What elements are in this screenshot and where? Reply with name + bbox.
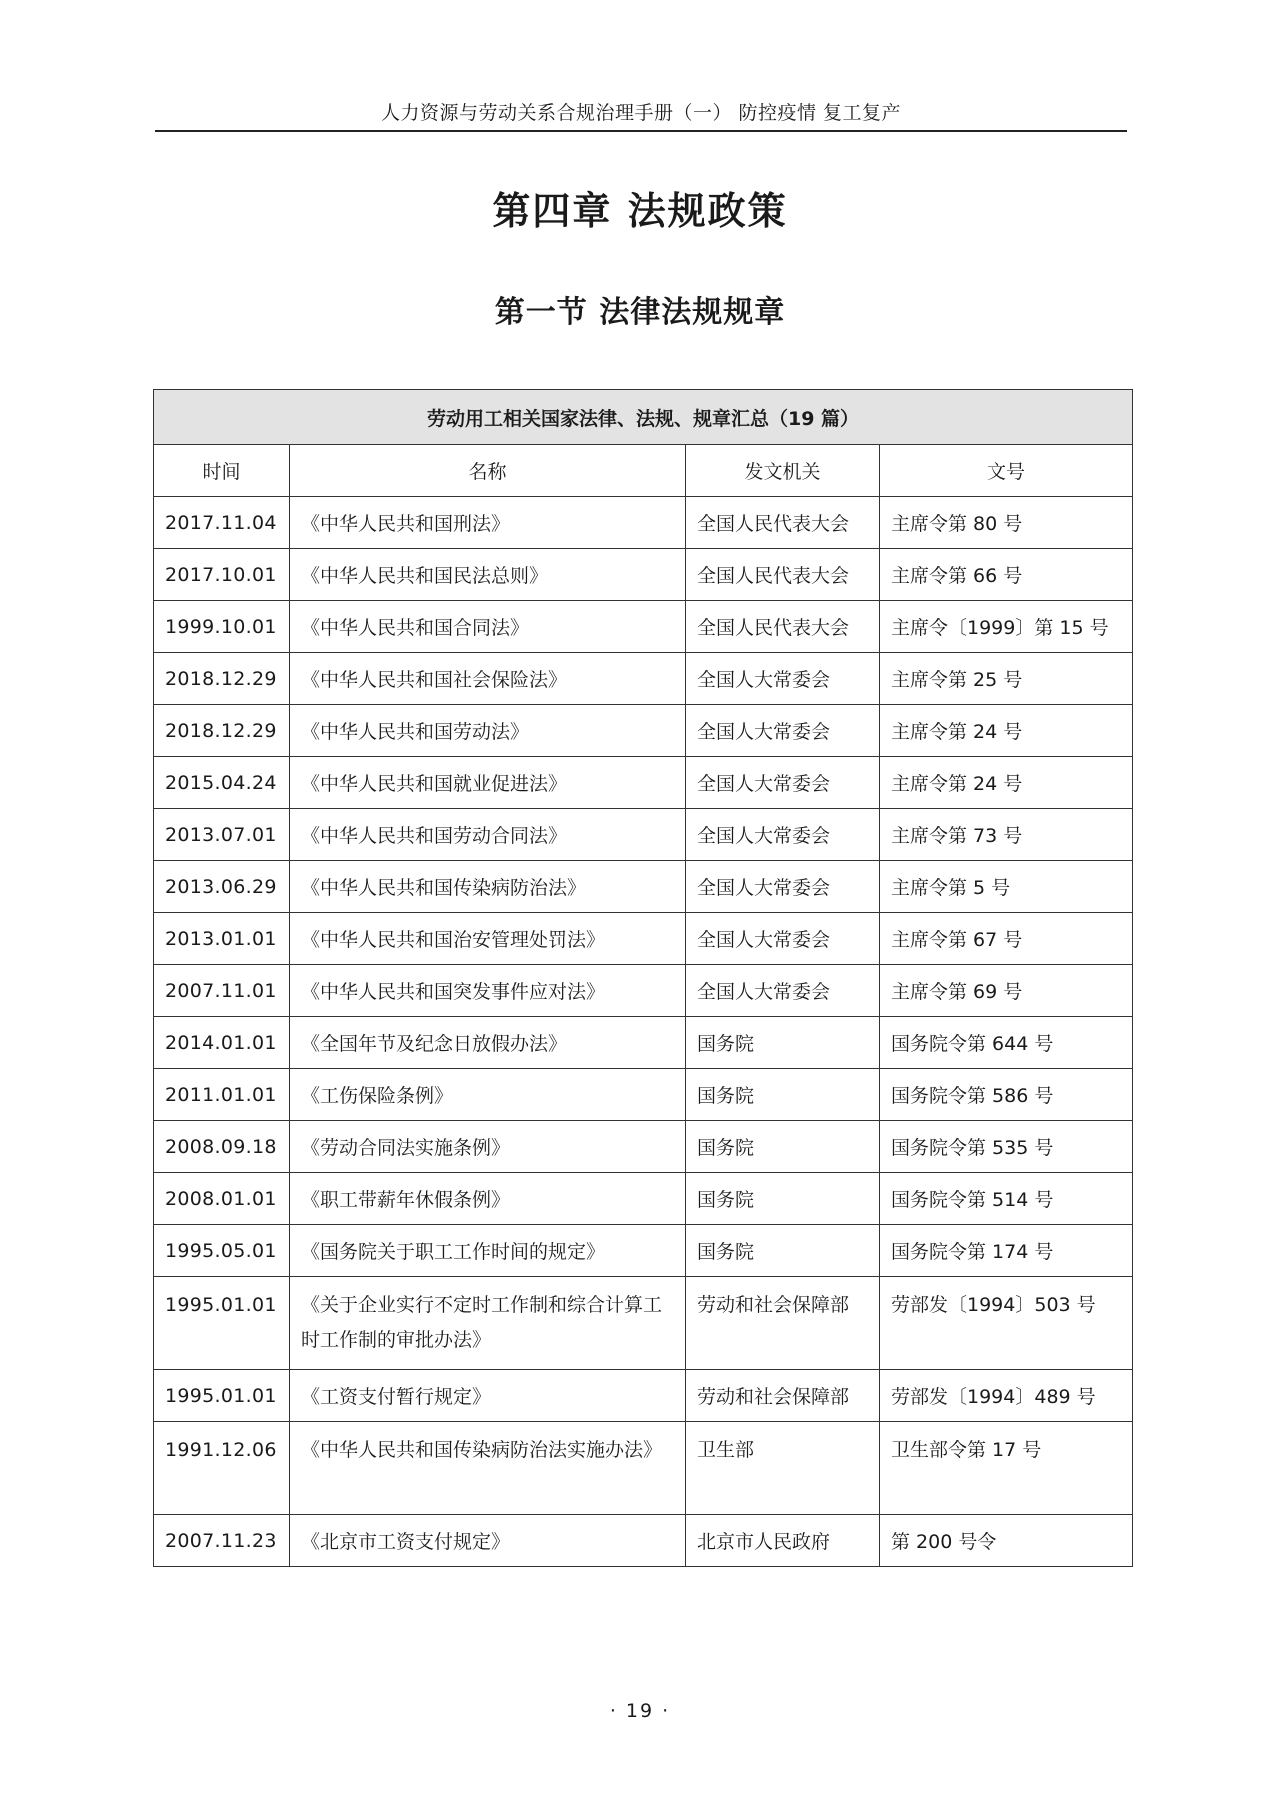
- header-divider: [155, 130, 1127, 132]
- cell-doc-no: 主席令第 69 号: [880, 965, 1133, 1017]
- cell-issuer: 国务院: [686, 1017, 880, 1069]
- cell-issuer: 全国人民代表大会: [686, 601, 880, 653]
- cell-date: 2013.07.01: [154, 809, 290, 861]
- cell-doc-no: 国务院令第 535 号: [880, 1121, 1133, 1173]
- cell-date: 2017.11.04: [154, 497, 290, 549]
- cell-name: 《全国年节及纪念日放假办法》: [290, 1017, 686, 1069]
- cell-doc-no: 主席令第 73 号: [880, 809, 1133, 861]
- cell-name: 《中华人民共和国劳动法》: [290, 705, 686, 757]
- cell-issuer: 全国人民代表大会: [686, 549, 880, 601]
- cell-date: 1991.12.06: [154, 1422, 290, 1515]
- cell-issuer: 北京市人民政府: [686, 1515, 880, 1567]
- cell-date: 2018.12.29: [154, 705, 290, 757]
- table-row: [154, 1017, 1133, 1069]
- cell-issuer: 国务院: [686, 1225, 880, 1277]
- cell-name: 《国务院关于职工工作时间的规定》: [290, 1225, 686, 1277]
- cell-name: 《中华人民共和国民法总则》: [290, 549, 686, 601]
- cell-doc-no: 主席令第 5 号: [880, 861, 1133, 913]
- cell-doc-no: 国务院令第 174 号: [880, 1225, 1133, 1277]
- cell-doc-no: 主席令第 25 号: [880, 653, 1133, 705]
- cell-name: 《中华人民共和国传染病防治法实施办法》: [290, 1422, 686, 1515]
- cell-name: 《中华人民共和国刑法》: [290, 497, 686, 549]
- table-row: [154, 705, 1133, 757]
- cell-issuer: 全国人大常委会: [686, 861, 880, 913]
- cell-doc-no: 劳部发〔1994〕489 号: [880, 1370, 1133, 1422]
- cell-name: 《关于企业实行不定时工作制和综合计算工时工作制的审批办法》: [290, 1277, 686, 1370]
- table-row: [154, 1422, 1133, 1515]
- cell-issuer: 国务院: [686, 1173, 880, 1225]
- cell-issuer: 国务院: [686, 1121, 880, 1173]
- cell-issuer: 全国人大常委会: [686, 653, 880, 705]
- page-number: · 19 ·: [609, 1700, 671, 1722]
- column-header-doc-no: 文号: [880, 445, 1133, 497]
- column-header-date: 时间: [154, 445, 290, 497]
- table-row: [154, 1121, 1133, 1173]
- cell-doc-no: 主席令第 24 号: [880, 705, 1133, 757]
- running-header: 人力资源与劳动关系合规治理手册（一） 防控疫情 复工复产: [380, 102, 902, 124]
- cell-issuer: 全国人大常委会: [686, 705, 880, 757]
- table-row: [154, 1370, 1133, 1422]
- cell-doc-no: 国务院令第 644 号: [880, 1017, 1133, 1069]
- table-caption-row: [154, 390, 1133, 445]
- cell-date: 2007.11.01: [154, 965, 290, 1017]
- table-row: [154, 1515, 1133, 1567]
- cell-date: 2008.01.01: [154, 1173, 290, 1225]
- cell-issuer: 全国人大常委会: [686, 757, 880, 809]
- cell-issuer: 全国人大常委会: [686, 809, 880, 861]
- chapter-title: 第四章 法规政策: [492, 188, 788, 233]
- table-header-row: [154, 445, 1133, 497]
- table-row: [154, 1069, 1133, 1121]
- cell-doc-no: 第 200 号令: [880, 1515, 1133, 1567]
- section-title: 第一节 法律法规规章: [494, 295, 786, 330]
- cell-date: 2013.01.01: [154, 913, 290, 965]
- table-row: [154, 1225, 1133, 1277]
- cell-doc-no: 主席令第 67 号: [880, 913, 1133, 965]
- table-row: [154, 965, 1133, 1017]
- cell-name: 《劳动合同法实施条例》: [290, 1121, 686, 1173]
- cell-name: 《中华人民共和国传染病防治法》: [290, 861, 686, 913]
- laws-table: [153, 389, 1133, 1567]
- cell-issuer: 劳动和社会保障部: [686, 1370, 880, 1422]
- cell-date: 2017.10.01: [154, 549, 290, 601]
- cell-name: 《工资支付暂行规定》: [290, 1370, 686, 1422]
- cell-date: 2015.04.24: [154, 757, 290, 809]
- table-row: [154, 653, 1133, 705]
- cell-issuer: 劳动和社会保障部: [686, 1277, 880, 1370]
- cell-doc-no: 国务院令第 514 号: [880, 1173, 1133, 1225]
- column-header-issuer: 发文机关: [686, 445, 880, 497]
- column-header-name: 名称: [290, 445, 686, 497]
- cell-name: 《中华人民共和国劳动合同法》: [290, 809, 686, 861]
- cell-date: 1995.01.01: [154, 1277, 290, 1370]
- cell-name: 《中华人民共和国合同法》: [290, 601, 686, 653]
- cell-issuer: 卫生部: [686, 1422, 880, 1515]
- cell-name: 《中华人民共和国突发事件应对法》: [290, 965, 686, 1017]
- cell-date: 2014.01.01: [154, 1017, 290, 1069]
- cell-date: 1995.05.01: [154, 1225, 290, 1277]
- cell-date: 2013.06.29: [154, 861, 290, 913]
- table-row: [154, 757, 1133, 809]
- table-caption: 劳动用工相关国家法律、法规、规章汇总（19 篇）: [154, 390, 1133, 445]
- table-row: [154, 809, 1133, 861]
- table-row: [154, 497, 1133, 549]
- cell-name: 《北京市工资支付规定》: [290, 1515, 686, 1567]
- table-row: [154, 1277, 1133, 1370]
- cell-date: 2018.12.29: [154, 653, 290, 705]
- cell-name: 《中华人民共和国就业促进法》: [290, 757, 686, 809]
- cell-issuer: 全国人大常委会: [686, 965, 880, 1017]
- table-row: [154, 601, 1133, 653]
- cell-doc-no: 主席令〔1999〕第 15 号: [880, 601, 1133, 653]
- cell-doc-no: 卫生部令第 17 号: [880, 1422, 1133, 1515]
- cell-doc-no: 主席令第 66 号: [880, 549, 1133, 601]
- cell-date: 1999.10.01: [154, 601, 290, 653]
- cell-date: 2008.09.18: [154, 1121, 290, 1173]
- cell-doc-no: 主席令第 80 号: [880, 497, 1133, 549]
- cell-name: 《职工带薪年休假条例》: [290, 1173, 686, 1225]
- cell-issuer: 全国人大常委会: [686, 913, 880, 965]
- cell-date: 2011.01.01: [154, 1069, 290, 1121]
- cell-issuer: 国务院: [686, 1069, 880, 1121]
- cell-doc-no: 主席令第 24 号: [880, 757, 1133, 809]
- cell-name: 《中华人民共和国社会保险法》: [290, 653, 686, 705]
- cell-doc-no: 劳部发〔1994〕503 号: [880, 1277, 1133, 1370]
- cell-date: 1995.01.01: [154, 1370, 290, 1422]
- table-row: [154, 861, 1133, 913]
- cell-doc-no: 国务院令第 586 号: [880, 1069, 1133, 1121]
- table-row: [154, 549, 1133, 601]
- cell-issuer: 全国人民代表大会: [686, 497, 880, 549]
- table-row: [154, 1173, 1133, 1225]
- cell-date: 2007.11.23: [154, 1515, 290, 1567]
- cell-name: 《中华人民共和国治安管理处罚法》: [290, 913, 686, 965]
- cell-name: 《工伤保险条例》: [290, 1069, 686, 1121]
- table-row: [154, 913, 1133, 965]
